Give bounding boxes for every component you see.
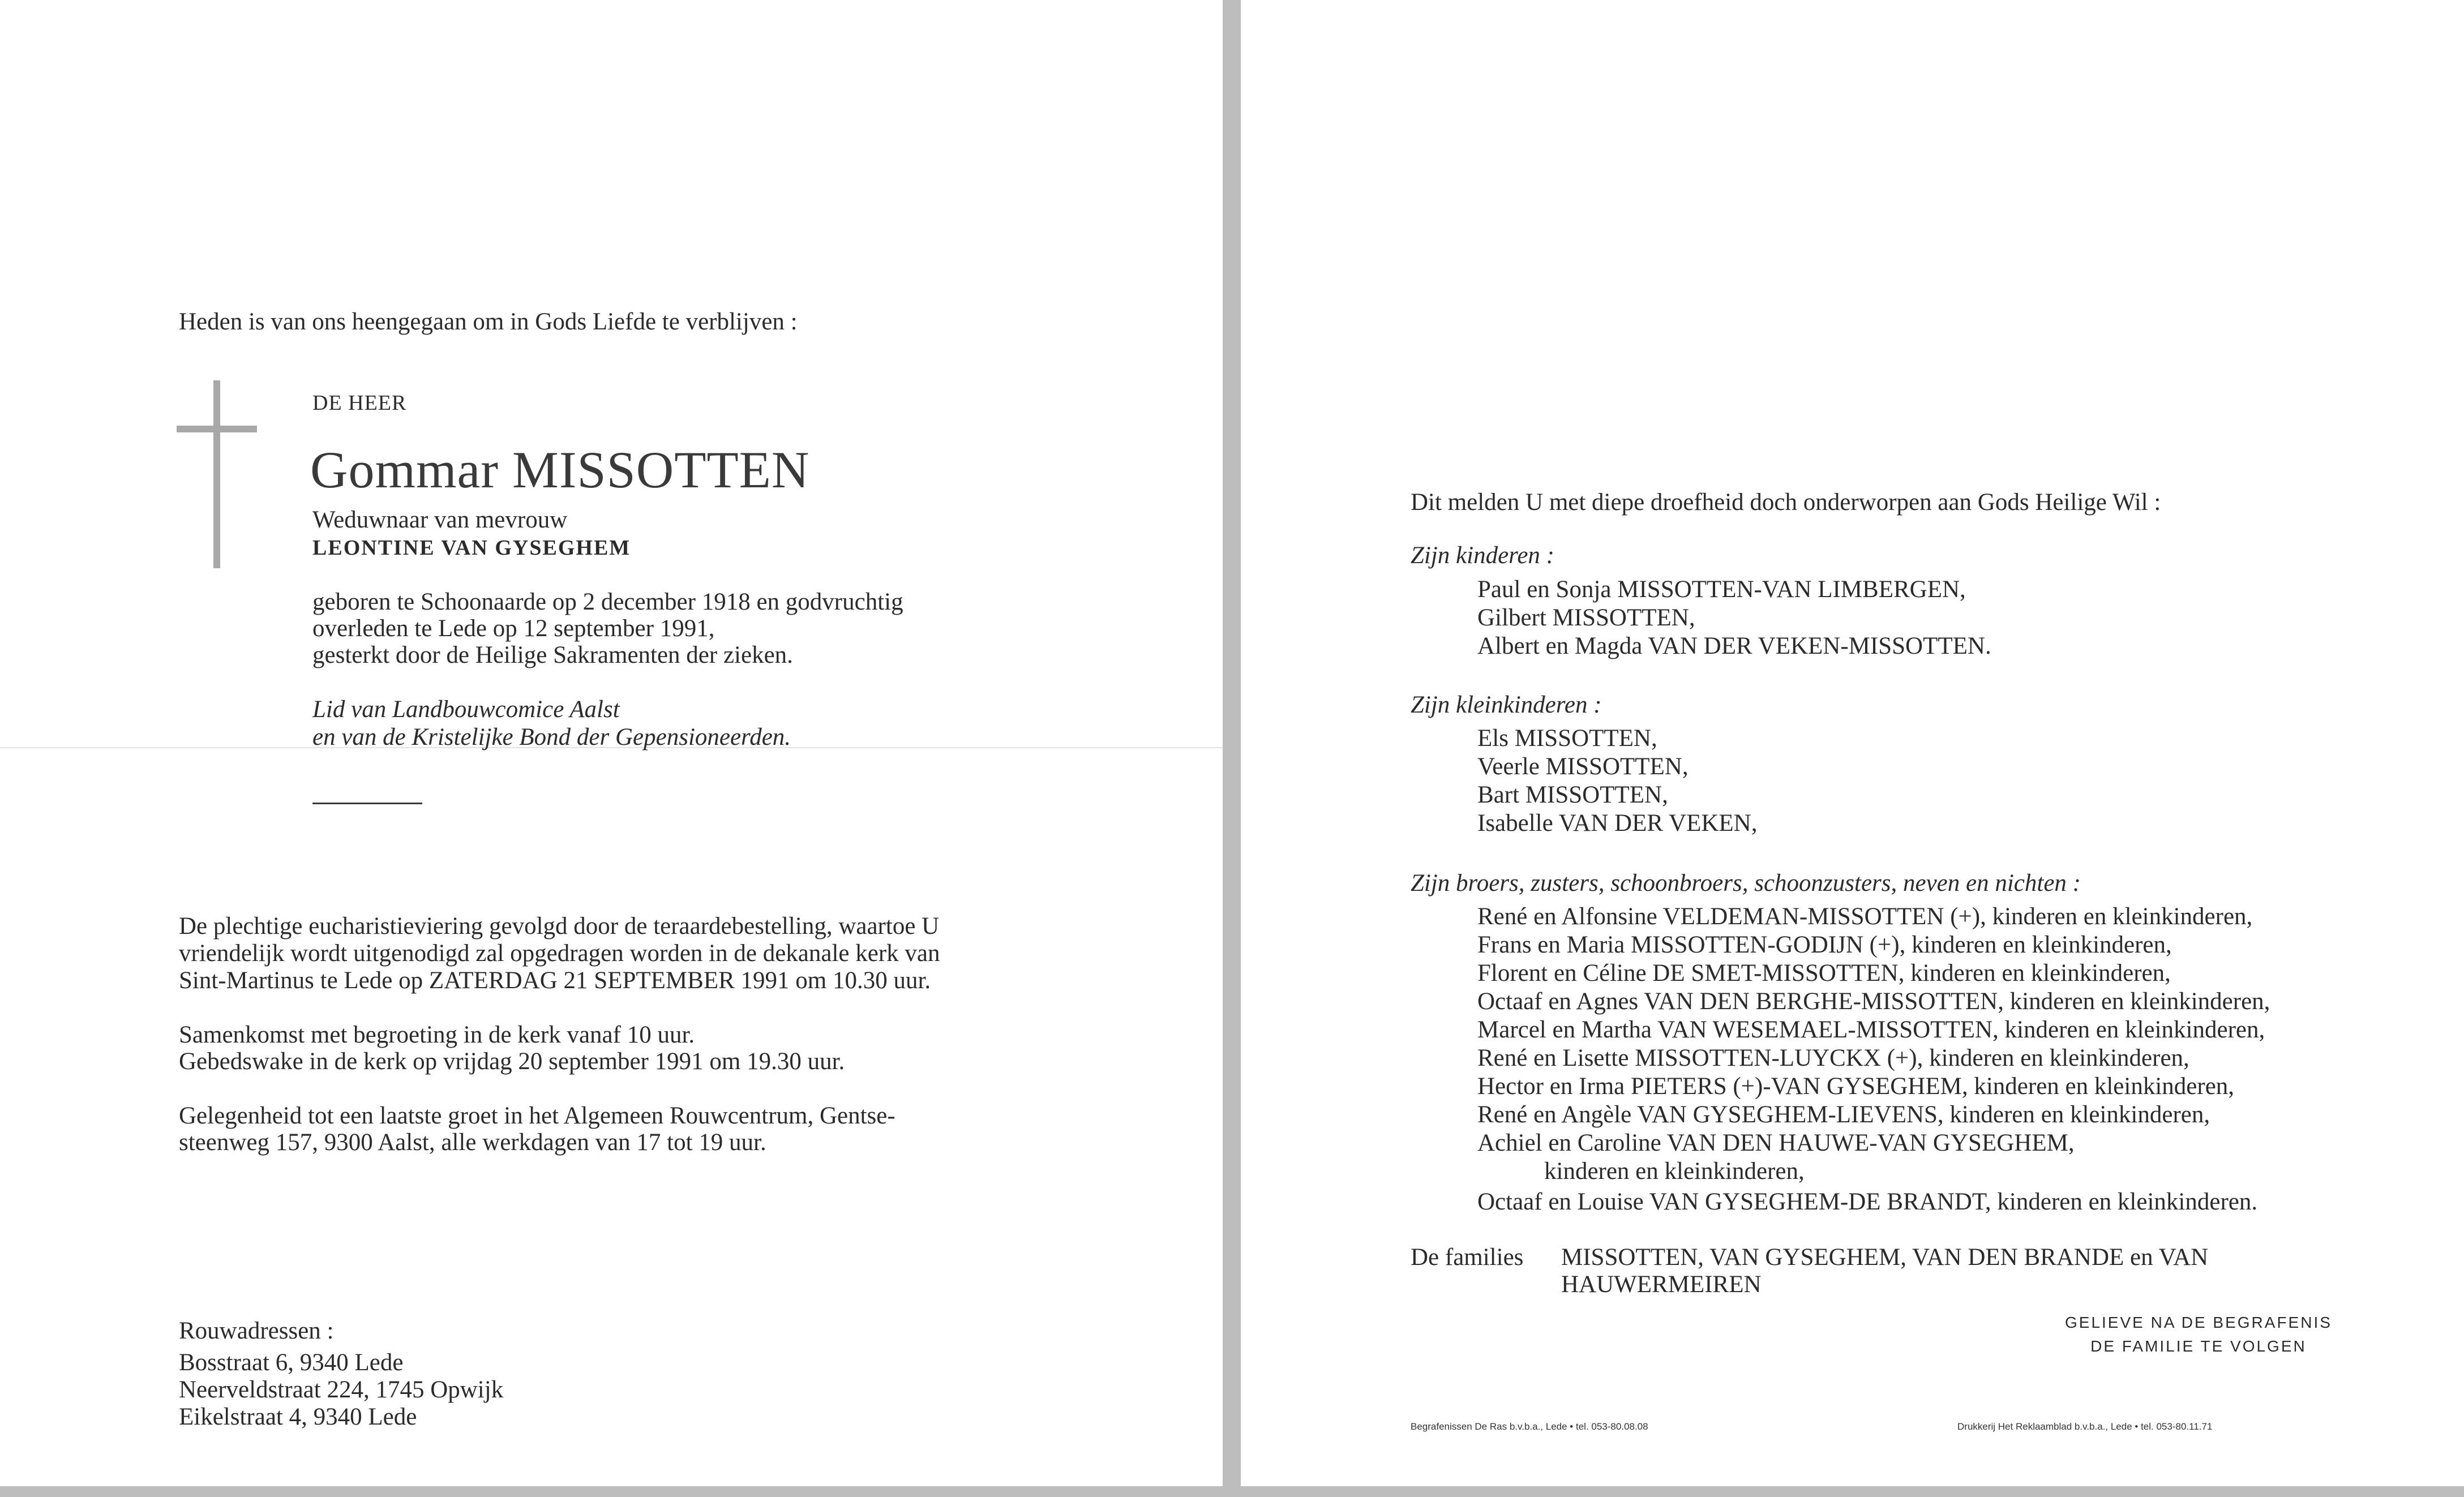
address-line: Eikelstraat 4, 9340 Lede [179, 1404, 417, 1430]
sibling-line: Frans en Maria MISSOTTEN-GODIJN (+), kinderen en kleinkinderen, [1477, 932, 2172, 958]
sibling-line: René en Lisette MISSOTTEN-LUYCKX (+), kinderen en kleinkinderen, [1477, 1045, 2189, 1071]
ceremony-line: De plechtige eucharistieviering gevolgd door de teraardebestelling, waartoe U [179, 913, 940, 940]
honorific: DE HEER [312, 391, 407, 415]
membership-line: en van de Kristelijke Bond der Gepensioneerden. [312, 724, 791, 750]
bio-line: gesterkt door de Heilige Sakramenten der zieken. [312, 642, 793, 668]
sibling-line: René en Angèle VAN GYSEGHEM-LIEVENS, kinderen en kleinkinderen, [1477, 1101, 2210, 1128]
cross-icon-bar [177, 426, 257, 432]
gathering-line: Gebedswake in de kerk op vrijdag 20 september 1991 om 19.30 uur. [179, 1048, 845, 1075]
follow-family-stamp [2065, 1311, 2332, 1358]
sibling-line: René en Alfonsine VELDEMAN-MISSOTTEN (+), kinderen en kleinkinderen, [1477, 903, 2253, 930]
families-line: HAUWERMEIREN [1561, 1271, 1762, 1298]
undertaker-credit: Begrafenissen De Ras b.v.b.a., Lede • tel. 053-80.08.08 [1411, 1421, 1648, 1432]
stamp-line: GELIEVE NA DE BEGRAFENIS [2065, 1314, 2332, 1331]
child-line: Paul en Sonja MISSOTTEN-VAN LIMBERGEN, [1477, 576, 1966, 603]
gathering-line: Samenkomst met begroeting in de kerk vanaf 10 uur. [179, 1022, 695, 1048]
widower-of: Weduwnaar van mevrouw [312, 507, 568, 533]
sibling-line: Hector en Irma PIETERS (+)-VAN GYSEGHEM, kinderen en kleinkinderen, [1477, 1073, 2235, 1100]
child-line: Gilbert MISSOTTEN, [1477, 604, 1695, 631]
left-page [0, 0, 1223, 1486]
printer-credit: Drukkerij Het Reklaamblad b.v.b.a., Lede • tel. 053-80.11.71 [1957, 1421, 2213, 1432]
siblings-title: Zijn broers, zusters, schoonbroers, schoonzusters, neven en nichten : [1411, 870, 2081, 897]
sibling-line: Achiel en Caroline VAN DEN HAUWE-VAN GYSEGHEM, [1477, 1130, 2075, 1156]
cross-icon [213, 380, 220, 568]
grandchild-line: Veerle MISSOTTEN, [1477, 753, 1689, 780]
addresses-title: Rouwadressen : [179, 1318, 334, 1344]
farewell-line: Gelegenheid tot een laatste groet in het Algemeen Rouwcentrum, Gentse- [179, 1103, 895, 1129]
ceremony-line: vriendelijk wordt uitgenodigd zal opgedragen worden in de dekanale kerk van [179, 940, 940, 967]
families-line: MISSOTTEN, VAN GYSEGHEM, VAN DEN BRANDE en VAN [1561, 1244, 2209, 1271]
announcement: Dit melden U met diepe droefheid doch onderworpen aan Gods Heilige Wil : [1411, 489, 2161, 516]
bio-line: overleden te Lede op 12 september 1991, [312, 615, 715, 642]
children-title: Zijn kinderen : [1411, 542, 1554, 569]
sibling-line: Octaaf en Agnes VAN DEN BERGHE-MISSOTTEN, kinderen en kleinkinderen, [1477, 988, 2270, 1015]
membership-line: Lid van Landbouwcomice Aalst [312, 696, 620, 723]
grandchild-line: Bart MISSOTTEN, [1477, 782, 1668, 808]
ceremony-line: Sint-Martinus te Lede op ZATERDAG 21 SEPTEMBER 1991 om 10.30 uur. [179, 967, 931, 994]
grandchild-line: Isabelle VAN DER VEKEN, [1477, 810, 1758, 837]
families-label: De families [1411, 1244, 1524, 1271]
address-line: Bosstraat 6, 9340 Lede [179, 1349, 404, 1376]
sibling-line: Florent en Céline DE SMET-MISSOTTEN, kinderen en kleinkinderen, [1477, 960, 2171, 986]
address-line: Neerveldstraat 224, 1745 Opwijk [179, 1376, 504, 1403]
child-line: Albert en Magda VAN DER VEKEN-MISSOTTEN. [1477, 633, 1991, 659]
bio-line: geboren te Schoonaarde op 2 december 1918 en godvruchtig [312, 589, 903, 615]
intro-text: Heden is van ons heengegaan om in Gods Liefde te verblijven : [179, 308, 798, 335]
separator-rule [312, 803, 422, 804]
sibling-line: kinderen en kleinkinderen, [1544, 1158, 1805, 1185]
grandchildren-title: Zijn kleinkinderen : [1411, 692, 1602, 718]
sibling-line: Marcel en Martha VAN WESEMAEL-MISSOTTEN, kinderen en kleinkinderen, [1477, 1016, 2265, 1043]
spouse-name: LEONTINE VAN GYSEGHEM [312, 536, 631, 560]
sibling-line: Octaaf en Louise VAN GYSEGHEM-DE BRANDT, kinderen en kleinkinderen. [1477, 1189, 2258, 1215]
farewell-line: steenweg 157, 9300 Aalst, alle werkdagen van 17 tot 19 uur. [179, 1129, 766, 1156]
deceased-name: Gommar MISSOTTEN [310, 441, 810, 499]
stamp-line: DE FAMILIE TE VOLGEN [2090, 1337, 2307, 1355]
grandchild-line: Els MISSOTTEN, [1477, 725, 1657, 752]
